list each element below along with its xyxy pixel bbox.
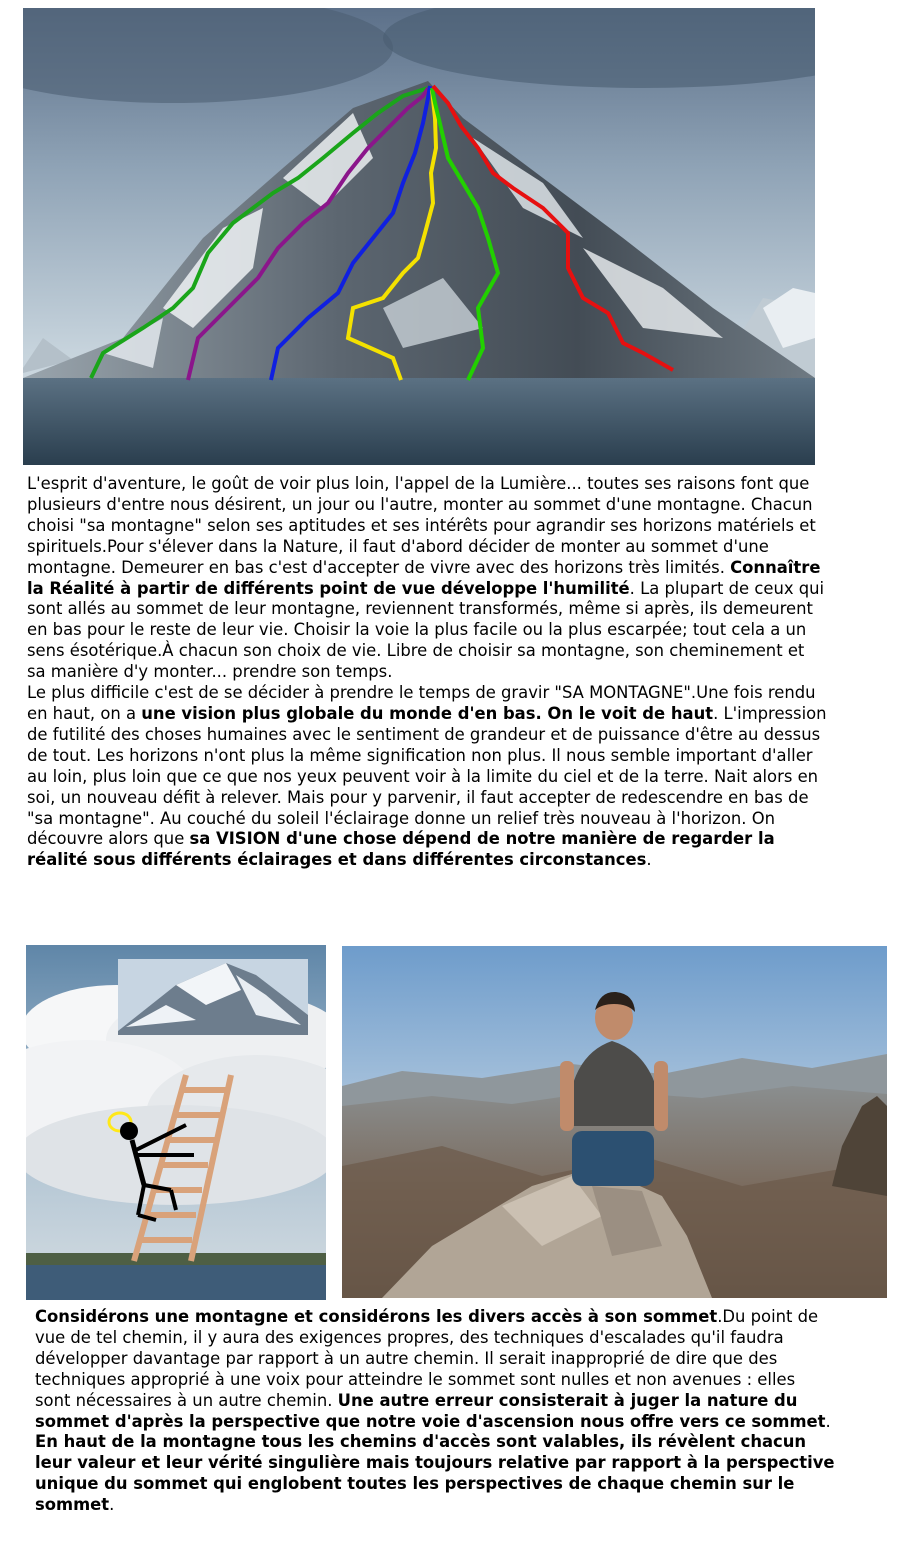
- paragraph-2-bold-a: une vision plus globale du monde d'en bas. On le voit de haut: [141, 703, 714, 723]
- mountain-routes-image: [23, 8, 815, 465]
- paragraph-1-text-b: . La plupart de ceux qui sont allés au sommet de leur montagne, reviennent transformés, même si après, ils demeurent en bas pour le reste de leur vie. Choisir la voie la plus facile ou la plus escarpée; tout cela a un sens ésotérique.À chacun son choix de vie. Libre de choisir sa montagne, son cheminement et sa manière d'y monter... prendre son temps.: [27, 578, 825, 682]
- paragraph-2-text-c: .: [646, 850, 652, 870]
- paragraph-3-text-c: .: [109, 1495, 115, 1515]
- paragraph-3-text-b: .: [825, 1411, 831, 1431]
- paragraph-2-bold-b: sa VISION d'une chose dépend de notre manière de regarder la réalité sous différents éclairages et dans différentes circonstances: [27, 829, 775, 870]
- paragraph-3-bold-b: Une autre erreur consisterait à juger la nature du sommet d'après la perspective que notre voie d'ascension nous offre vers ce sommet: [35, 1390, 826, 1431]
- paragraph-1-bold-a: Connaître la Réalité à partir de différents point de vue développe l'humilité: [27, 557, 821, 598]
- paragraph-2-text-a: Le plus difficile c'est de se décider à prendre le temps de gravir "SA MONTAGNE".Une fois rendu en haut, on a: [27, 683, 816, 723]
- paragraph-3: [35, 1307, 835, 1516]
- paragraph-3-text-a: .Du point de vue de tel chemin, il y aura des exigences propres, des techniques d'escalades qu'il faudra développer davantage par rapport à un autre chemin. Il serait inapproprié de dire que des techniques approprié à une voix pour atteindre le sommet sont nulles et non avenues : elles sont nécessaires à un autre chemin.: [35, 1307, 819, 1410]
- ladder-climber-image: [26, 945, 326, 1300]
- paragraph-1-text-a: L'esprit d'aventure, le goût de voir plus loin, l'appel de la Lumière... toutes ses raisons font que plusieurs d'entre nous désirent, un jour ou l'autre, monter au sommet d'une montagne. Chacun choisi "sa montagne" selon ses aptitudes et ses intérêts pour agrandir ses horizons matériels et spirituels.Pour s'élever dans la Nature, il faut d'abord décider de monter au sommet d'une montagne. Demeurer en bas c'est d'accepter de vivre avec des horizons très limités.: [27, 474, 816, 577]
- paragraph-2: [27, 683, 827, 871]
- paragraph-2-text-b: . L'impression de futilité des choses humaines avec le sentiment de grandeur et de puissance d'être au dessus de tout. Les horizons n'ont plus la même signification non plus. Il nous semble important d'aller au loin, plus loin que ce que nos yeux peuvent voir à la limite du ciel et de la terre. Nait alors en soi, un nouveau défit à relever. Mais pour y parvenir, il faut accepter de redescendre en bas de "sa montagne". Au couché du soleil l'éclairage donne un relief très nouveau à l'horizon. On découvre alors que: [27, 703, 827, 849]
- paragraph-3-bold-a: Considérons une montagne et considérons les divers accès à son sommet: [35, 1307, 718, 1326]
- closing-text-block: [35, 1307, 835, 1516]
- man-on-summit-photo: [342, 946, 887, 1298]
- paragraph-3-bold-c: En haut de la montagne tous les chemins d'accès sont valables, ils révèlent chacun leur valeur et leur vérité singulière mais toujours relative par rapport à la perspective unique du sommet qui englobent toutes les perspectives de chaque chemin sur le sommet: [35, 1432, 835, 1515]
- intro-text-block: [27, 474, 827, 871]
- paragraph-1: [27, 474, 827, 683]
